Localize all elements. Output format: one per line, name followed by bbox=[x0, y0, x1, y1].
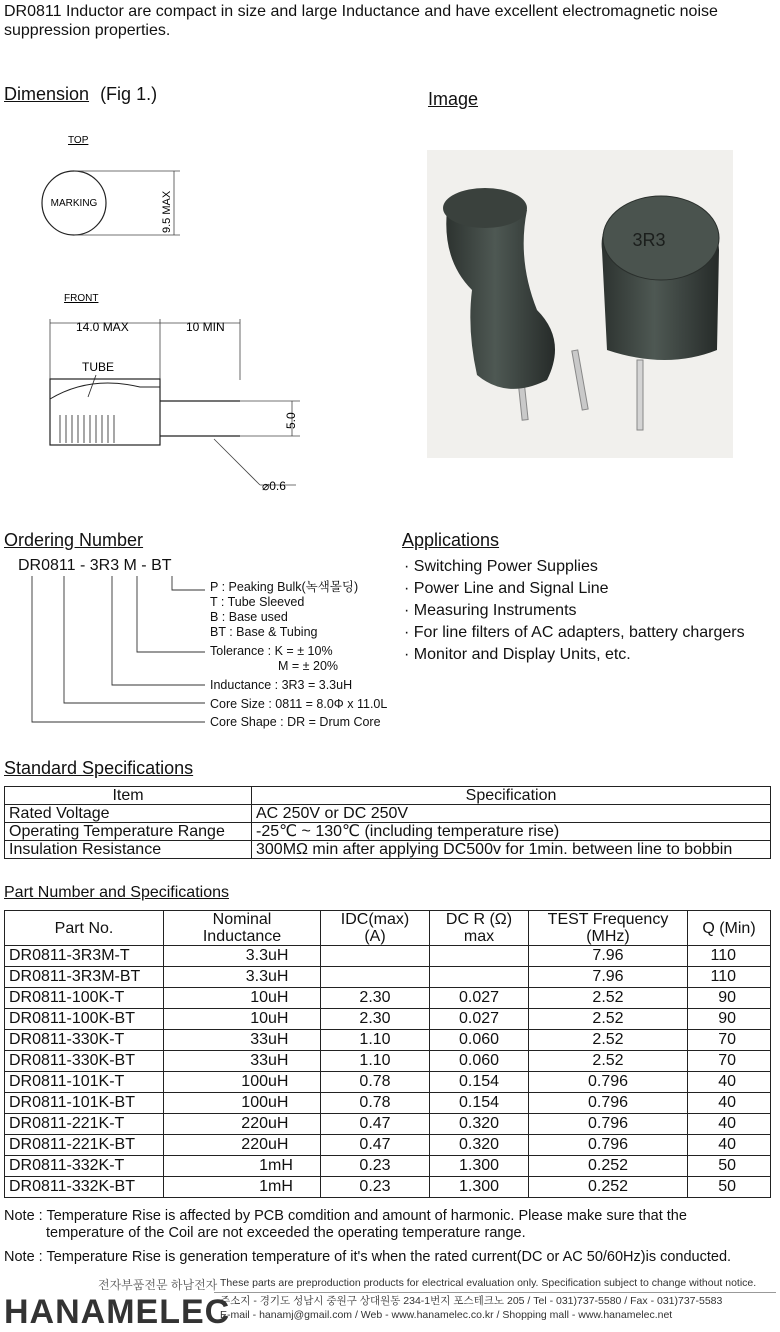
logo-brand: HANAMELEC bbox=[4, 1293, 231, 1331]
cell bbox=[321, 1093, 430, 1114]
cell-value: 0.027 bbox=[458, 989, 500, 1006]
cell bbox=[688, 988, 771, 1009]
cell-value: 0.47 bbox=[359, 1136, 391, 1153]
cell-value: 2.30 bbox=[359, 1010, 391, 1027]
tolerance-k: Tolerance : K = ± 10% bbox=[210, 644, 333, 658]
cell-value: uH bbox=[268, 1115, 289, 1132]
cell-value: 0.154 bbox=[458, 1073, 500, 1090]
cell-value: 40 bbox=[718, 1073, 736, 1090]
header-text: Part No. bbox=[54, 919, 114, 937]
intro-text: DR0811 Inductor are compact in size and large Inductance and have excellent electromagnetic noise suppression properties. bbox=[4, 3, 718, 39]
product-photo bbox=[427, 150, 733, 458]
header-text: Inductance bbox=[202, 928, 282, 945]
cell-value: 2.30 bbox=[359, 989, 391, 1006]
cell-value: uH bbox=[268, 1052, 289, 1069]
cell bbox=[430, 1030, 529, 1051]
footer-contact: E-mail - hanamj@gmail.com / Web - www.hanamelec.co.kr / Shopping mall - www.hanamelec.net bbox=[220, 1309, 673, 1321]
cell-value: 50 bbox=[718, 1157, 736, 1174]
col-inductance bbox=[164, 911, 321, 946]
cell bbox=[321, 1051, 430, 1072]
cell-value: 50 bbox=[718, 1178, 736, 1195]
cell-value: 1 bbox=[259, 1178, 268, 1195]
cell-value: DR0811-330K-T bbox=[9, 1031, 125, 1048]
cell: -25℃ ~ 130℃ (including temperature rise) bbox=[252, 823, 771, 841]
cell: 300MΩ min after applying DC500v for 1min. between line to bobbin bbox=[252, 841, 771, 859]
cell bbox=[529, 1051, 688, 1072]
cell-value: 90 bbox=[718, 989, 736, 1006]
cell-value: 33 bbox=[250, 1031, 268, 1048]
col-idc bbox=[321, 911, 430, 946]
cell-value: 90 bbox=[718, 1010, 736, 1027]
cell-value: uH bbox=[268, 1010, 289, 1027]
cell-value: 40 bbox=[718, 1094, 736, 1111]
tolerance-m: M = ± 20% bbox=[278, 659, 339, 673]
diameter-dim: ⌀0.6 bbox=[262, 479, 286, 493]
parts-body bbox=[5, 946, 771, 1198]
cell-value: 0.060 bbox=[458, 1052, 500, 1069]
cell-value: DR0811-332K-BT bbox=[9, 1178, 135, 1195]
cell-value: 3.3 bbox=[245, 968, 268, 985]
table-row bbox=[5, 967, 771, 988]
cell-value: 10 bbox=[250, 989, 268, 1006]
application-item: · Measuring Instruments bbox=[404, 602, 577, 619]
cell bbox=[688, 1072, 771, 1093]
cell bbox=[529, 946, 688, 967]
ordering-title: Ordering Number bbox=[4, 530, 144, 550]
cell-value: 1.10 bbox=[359, 1052, 391, 1069]
footer-address: 주소지 - 경기도 성남시 중원구 상대원동 234-1번지 포스테크노 205 / Tel - 031)737-5580 / Fax - 031)737-5583 bbox=[220, 1295, 723, 1307]
cell-value: 0.23 bbox=[359, 1178, 391, 1195]
col-frequency bbox=[529, 911, 688, 946]
cell-value: 1 bbox=[259, 1157, 268, 1174]
suffix-b: B : Base used bbox=[210, 610, 288, 624]
cell-value: DR0811-221K-T bbox=[9, 1115, 125, 1132]
cell bbox=[5, 1051, 164, 1072]
col-part-no bbox=[5, 911, 164, 946]
col-dcr bbox=[430, 911, 529, 946]
cell-value: 0.252 bbox=[587, 1178, 629, 1195]
cell bbox=[430, 1009, 529, 1030]
cell-value: 100 bbox=[241, 1094, 268, 1111]
cell-value: 1.10 bbox=[359, 1031, 391, 1048]
photo-marking: 3R3 bbox=[632, 230, 666, 250]
header-text: Nominal bbox=[212, 911, 272, 928]
cell: Rated Voltage bbox=[5, 805, 252, 823]
parts-title: Part Number and Specifications bbox=[4, 884, 229, 901]
col-specification: Specification bbox=[252, 787, 771, 805]
cell: Insulation Resistance bbox=[5, 841, 252, 859]
cell bbox=[430, 1072, 529, 1093]
cell-value: 70 bbox=[718, 1031, 736, 1048]
cell-value: 110 bbox=[710, 968, 736, 985]
cell bbox=[529, 1177, 688, 1198]
cell bbox=[5, 1072, 164, 1093]
applications-title: Applications bbox=[402, 530, 500, 550]
cell bbox=[529, 1135, 688, 1156]
suffix-bt: BT : Base & Tubing bbox=[210, 625, 318, 639]
application-item: · Monitor and Display Units, etc. bbox=[404, 646, 631, 663]
cell-value: 1.300 bbox=[458, 1178, 500, 1195]
cell-value: 100 bbox=[241, 1073, 268, 1090]
cell-value: 2.52 bbox=[592, 1031, 624, 1048]
cell-value: 40 bbox=[718, 1115, 736, 1132]
note-1 bbox=[4, 1208, 687, 1242]
cell-value: 220 bbox=[241, 1115, 268, 1132]
cell-value: DR0811-100K-T bbox=[9, 989, 125, 1006]
table-row bbox=[5, 1177, 771, 1198]
cell-value: 3.3 bbox=[245, 947, 268, 964]
cell bbox=[529, 1156, 688, 1177]
applications-list bbox=[404, 556, 745, 666]
cell-value: DR0811-330K-BT bbox=[9, 1052, 135, 1069]
cell bbox=[164, 1114, 321, 1135]
cell-value: 0.320 bbox=[458, 1136, 500, 1153]
ordering-code: DR0811 - 3R3 M - BT bbox=[18, 557, 172, 574]
application-item: · Switching Power Supplies bbox=[404, 558, 598, 575]
cell bbox=[321, 988, 430, 1009]
cell-value: 2.52 bbox=[592, 989, 624, 1006]
footer-disclaimer: These parts are preproduction products for electrical evaluation only. Specification subject to change without notice. bbox=[220, 1277, 757, 1289]
cell bbox=[5, 988, 164, 1009]
cell-value: uH bbox=[268, 989, 289, 1006]
header-text: (A) bbox=[364, 928, 386, 945]
dimension-fig: (Fig 1.) bbox=[100, 84, 158, 104]
cell-value: DR0811-332K-T bbox=[9, 1157, 125, 1174]
application-item: · For line filters of AC adapters, battery chargers bbox=[404, 624, 745, 641]
cell-value: 0.78 bbox=[359, 1073, 391, 1090]
image-title: Image bbox=[428, 89, 479, 109]
standard-spec-table bbox=[4, 786, 771, 859]
cell bbox=[5, 1156, 164, 1177]
logo-tagline: 전자부품전문 하남전자 bbox=[98, 1278, 218, 1292]
cell bbox=[321, 946, 430, 967]
cell bbox=[5, 1093, 164, 1114]
cell: Operating Temperature Range bbox=[5, 823, 252, 841]
table-row bbox=[5, 1072, 771, 1093]
cell bbox=[164, 1093, 321, 1114]
front-body bbox=[50, 379, 160, 445]
cell-value: 0.796 bbox=[587, 1136, 629, 1153]
cell bbox=[164, 946, 321, 967]
cell bbox=[5, 1030, 164, 1051]
cell-value: 110 bbox=[710, 947, 736, 964]
cell bbox=[164, 1051, 321, 1072]
cell bbox=[5, 967, 164, 988]
cell-value: DR0811-101K-BT bbox=[9, 1094, 135, 1111]
cell bbox=[529, 1030, 688, 1051]
cell bbox=[430, 1114, 529, 1135]
table-row bbox=[5, 1093, 771, 1114]
col-item: Item bbox=[5, 787, 252, 805]
suffix-t: T : Tube Sleeved bbox=[210, 595, 305, 609]
application-item: · Power Line and Signal Line bbox=[404, 580, 609, 597]
cell-value: mH bbox=[268, 1157, 293, 1174]
cell bbox=[430, 1093, 529, 1114]
dimension-heading bbox=[4, 84, 157, 105]
note-2: Note : Temperature Rise is generation temperature of it's when the rated current(DC or AC 50/60Hz)is conducted. bbox=[4, 1249, 732, 1265]
cell bbox=[321, 1030, 430, 1051]
cell bbox=[430, 1156, 529, 1177]
table-row bbox=[5, 1030, 771, 1051]
standard-title: Standard Specifications bbox=[4, 758, 194, 778]
table-row bbox=[5, 1051, 771, 1072]
footer-info bbox=[220, 1276, 756, 1322]
cell-value: 0.47 bbox=[359, 1115, 391, 1132]
cell-value: 0.23 bbox=[359, 1157, 391, 1174]
header-text: IDC(max) bbox=[340, 911, 410, 928]
header-text: max bbox=[463, 928, 495, 945]
table-row bbox=[5, 1114, 771, 1135]
cell-value: DR0811-221K-BT bbox=[9, 1136, 135, 1153]
cell bbox=[529, 1093, 688, 1114]
cell bbox=[529, 988, 688, 1009]
cell-value: 0.154 bbox=[458, 1094, 500, 1111]
inductor-illustration bbox=[427, 150, 733, 458]
ordering-legend bbox=[210, 580, 358, 640]
cell bbox=[5, 1177, 164, 1198]
cell-value: 1.300 bbox=[458, 1157, 500, 1174]
width-dim: 14.0 MAX bbox=[76, 320, 129, 334]
table-row bbox=[5, 1009, 771, 1030]
cell bbox=[688, 1114, 771, 1135]
cell-value: 0.796 bbox=[587, 1115, 629, 1132]
cell-value: DR0811-3R3M-T bbox=[9, 947, 130, 964]
cell bbox=[688, 1051, 771, 1072]
table-row bbox=[5, 805, 771, 823]
cell bbox=[164, 967, 321, 988]
pitch-dim: 5.0 bbox=[284, 412, 298, 429]
cell-value: uH bbox=[268, 947, 289, 964]
cell bbox=[164, 1135, 321, 1156]
cell-value: 2.52 bbox=[592, 1010, 624, 1027]
cell bbox=[430, 1135, 529, 1156]
header-text: TEST Frequency bbox=[547, 911, 669, 928]
cell bbox=[688, 1156, 771, 1177]
cell bbox=[164, 1009, 321, 1030]
cell-value: 40 bbox=[718, 1136, 736, 1153]
cell bbox=[430, 988, 529, 1009]
core-size-legend: Core Size : 0811 = 8.0Φ x 11.0L bbox=[210, 697, 388, 711]
cell-value: DR0811-100K-BT bbox=[9, 1010, 135, 1027]
front-label: FRONT bbox=[64, 293, 99, 304]
dimension-drawing bbox=[0, 125, 330, 505]
note-1-line-2: temperature of the Coil are not exceeded the operating temperature range. bbox=[46, 1225, 526, 1241]
cell bbox=[688, 1177, 771, 1198]
cell bbox=[430, 1051, 529, 1072]
cell bbox=[321, 967, 430, 988]
cell-value: 0.796 bbox=[587, 1094, 629, 1111]
suffix-p: P : Peaking Bulk(녹색몰딩) bbox=[210, 580, 359, 594]
cell-value: 2.52 bbox=[592, 1052, 624, 1069]
cell-value: 0.78 bbox=[359, 1094, 391, 1111]
marking-label: MARKING bbox=[50, 198, 98, 209]
tolerance-legend bbox=[210, 644, 338, 674]
cell bbox=[164, 1072, 321, 1093]
cell-value: DR0811-3R3M-BT bbox=[9, 968, 141, 985]
cell bbox=[688, 1135, 771, 1156]
cell-value: DR0811-101K-T bbox=[9, 1073, 125, 1090]
cell bbox=[321, 1114, 430, 1135]
cell bbox=[5, 1009, 164, 1030]
cell-value: uH bbox=[268, 968, 289, 985]
top-label: TOP bbox=[68, 135, 89, 146]
cell bbox=[430, 946, 529, 967]
cell bbox=[688, 967, 771, 988]
header-text: (MHz) bbox=[586, 928, 630, 945]
cell: AC 250V or DC 250V bbox=[252, 805, 771, 823]
table-header-row bbox=[5, 787, 771, 805]
table-row bbox=[5, 1135, 771, 1156]
footer-logo bbox=[4, 1276, 230, 1332]
cell bbox=[430, 967, 529, 988]
parts-table bbox=[4, 910, 771, 1198]
cell bbox=[529, 1114, 688, 1135]
cell bbox=[321, 1072, 430, 1093]
lead-dim: 10 MIN bbox=[186, 320, 225, 334]
cell-value: 33 bbox=[250, 1052, 268, 1069]
cell bbox=[164, 1156, 321, 1177]
cell bbox=[430, 1177, 529, 1198]
header-text: Q (Min) bbox=[702, 919, 756, 937]
cell bbox=[5, 1135, 164, 1156]
header-text: DC R (Ω) bbox=[445, 911, 513, 928]
cell bbox=[688, 1030, 771, 1051]
cell-value: 70 bbox=[718, 1052, 736, 1069]
cell bbox=[321, 1177, 430, 1198]
cell-value: 220 bbox=[241, 1136, 268, 1153]
cell bbox=[529, 1072, 688, 1093]
cell-value: uH bbox=[268, 1031, 289, 1048]
height-dim: 9.5 MAX bbox=[161, 190, 173, 233]
cell bbox=[688, 1093, 771, 1114]
cell-value: 0.796 bbox=[587, 1073, 629, 1090]
core-shape-legend: Core Shape : DR = Drum Core bbox=[210, 715, 381, 729]
cell-value: 0.320 bbox=[458, 1115, 500, 1132]
cell bbox=[164, 988, 321, 1009]
cell-value: 0.027 bbox=[458, 1010, 500, 1027]
table-row bbox=[5, 841, 771, 859]
cell-value: mH bbox=[268, 1178, 293, 1195]
cell bbox=[164, 1030, 321, 1051]
cell bbox=[321, 1156, 430, 1177]
cell bbox=[321, 1009, 430, 1030]
cell-value: uH bbox=[268, 1136, 289, 1153]
cell bbox=[529, 967, 688, 988]
cell bbox=[321, 1135, 430, 1156]
table-row bbox=[5, 946, 771, 967]
cell bbox=[688, 1009, 771, 1030]
cell-value: 10 bbox=[250, 1010, 268, 1027]
tube-label: TUBE bbox=[82, 360, 115, 374]
cell bbox=[529, 1009, 688, 1030]
cell-value: 7.96 bbox=[592, 947, 624, 964]
cell-value: 0.252 bbox=[587, 1157, 629, 1174]
cell-value: uH bbox=[268, 1073, 289, 1090]
cell bbox=[688, 946, 771, 967]
col-q bbox=[688, 911, 771, 946]
table-header-row bbox=[5, 911, 771, 946]
cell-value: 0.060 bbox=[458, 1031, 500, 1048]
table-row bbox=[5, 988, 771, 1009]
cell-value: 7.96 bbox=[592, 968, 624, 985]
note-1-line-1: Note : Temperature Rise is affected by PCB comdition and amount of harmonic. Please make sure that the bbox=[4, 1208, 687, 1224]
dimension-title: Dimension bbox=[4, 84, 90, 104]
cell bbox=[5, 946, 164, 967]
cell bbox=[5, 1114, 164, 1135]
inductance-legend: Inductance : 3R3 = 3.3uH bbox=[210, 678, 353, 692]
cell-value: uH bbox=[268, 1094, 289, 1111]
table-row bbox=[5, 1156, 771, 1177]
cell bbox=[164, 1177, 321, 1198]
table-row bbox=[5, 823, 771, 841]
